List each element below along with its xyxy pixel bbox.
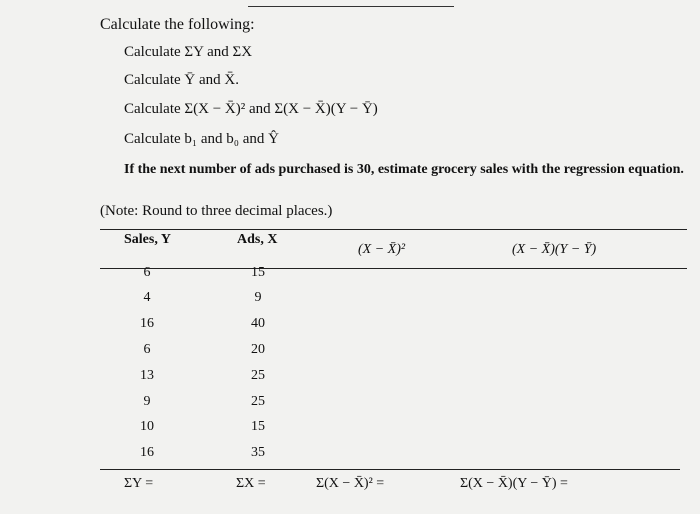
cell-sales: 16 [140, 445, 154, 460]
instruction-4: Calculate b₁ and b₀ and Ŷ [124, 131, 279, 147]
cell-sales: 6 [143, 265, 151, 280]
cell-sales: 9 [143, 394, 151, 409]
cell-ads: 20 [251, 342, 265, 357]
sum-deviation-squared-label: Σ(X − X̄)² = [316, 476, 385, 491]
cell-sales: 16 [140, 316, 154, 331]
table-sum-rule [100, 469, 680, 470]
cell-sales: 6 [143, 342, 151, 357]
intro-text: Calculate the following: [100, 16, 255, 33]
cell-ads: 9 [254, 290, 262, 305]
header-bottom-rule [100, 268, 687, 269]
cell-ads: 25 [251, 394, 265, 409]
cell-sales: 10 [140, 419, 154, 434]
header-sales: Sales, Y [124, 232, 171, 247]
header-cross-product: (X − X̄)(Y − Ȳ) [512, 242, 597, 257]
cell-sales: 4 [143, 290, 151, 305]
cell-ads: 25 [251, 368, 265, 383]
sum-y-label: ΣY = [124, 476, 154, 491]
header-ads: Ads, X [237, 232, 278, 247]
cell-ads: 15 [251, 419, 265, 434]
cell-ads: 40 [251, 316, 265, 331]
sum-x-label: ΣX = [236, 476, 266, 491]
sum-cross-product-label: Σ(X − X̄)(Y − Ȳ) = [460, 476, 568, 491]
instruction-3: Calculate Σ(X − X̄)² and Σ(X − X̄)(Y − Ȳ) [124, 101, 378, 117]
header-deviation-squared: (X − X̄)² [358, 242, 406, 257]
instruction-2: Calculate Ȳ and X̄. [124, 72, 239, 88]
instruction-1: Calculate ΣY and ΣX [124, 44, 253, 60]
cell-sales: 13 [140, 368, 154, 383]
top-rule [248, 6, 454, 7]
instruction-5: If the next number of ads purchased is 30, estimate grocery sales with the regression equation. [124, 162, 684, 177]
table-top-rule [100, 229, 687, 230]
cell-ads: 15 [251, 265, 265, 280]
rounding-note: (Note: Round to three decimal places.) [100, 203, 333, 219]
cell-ads: 35 [251, 445, 265, 460]
